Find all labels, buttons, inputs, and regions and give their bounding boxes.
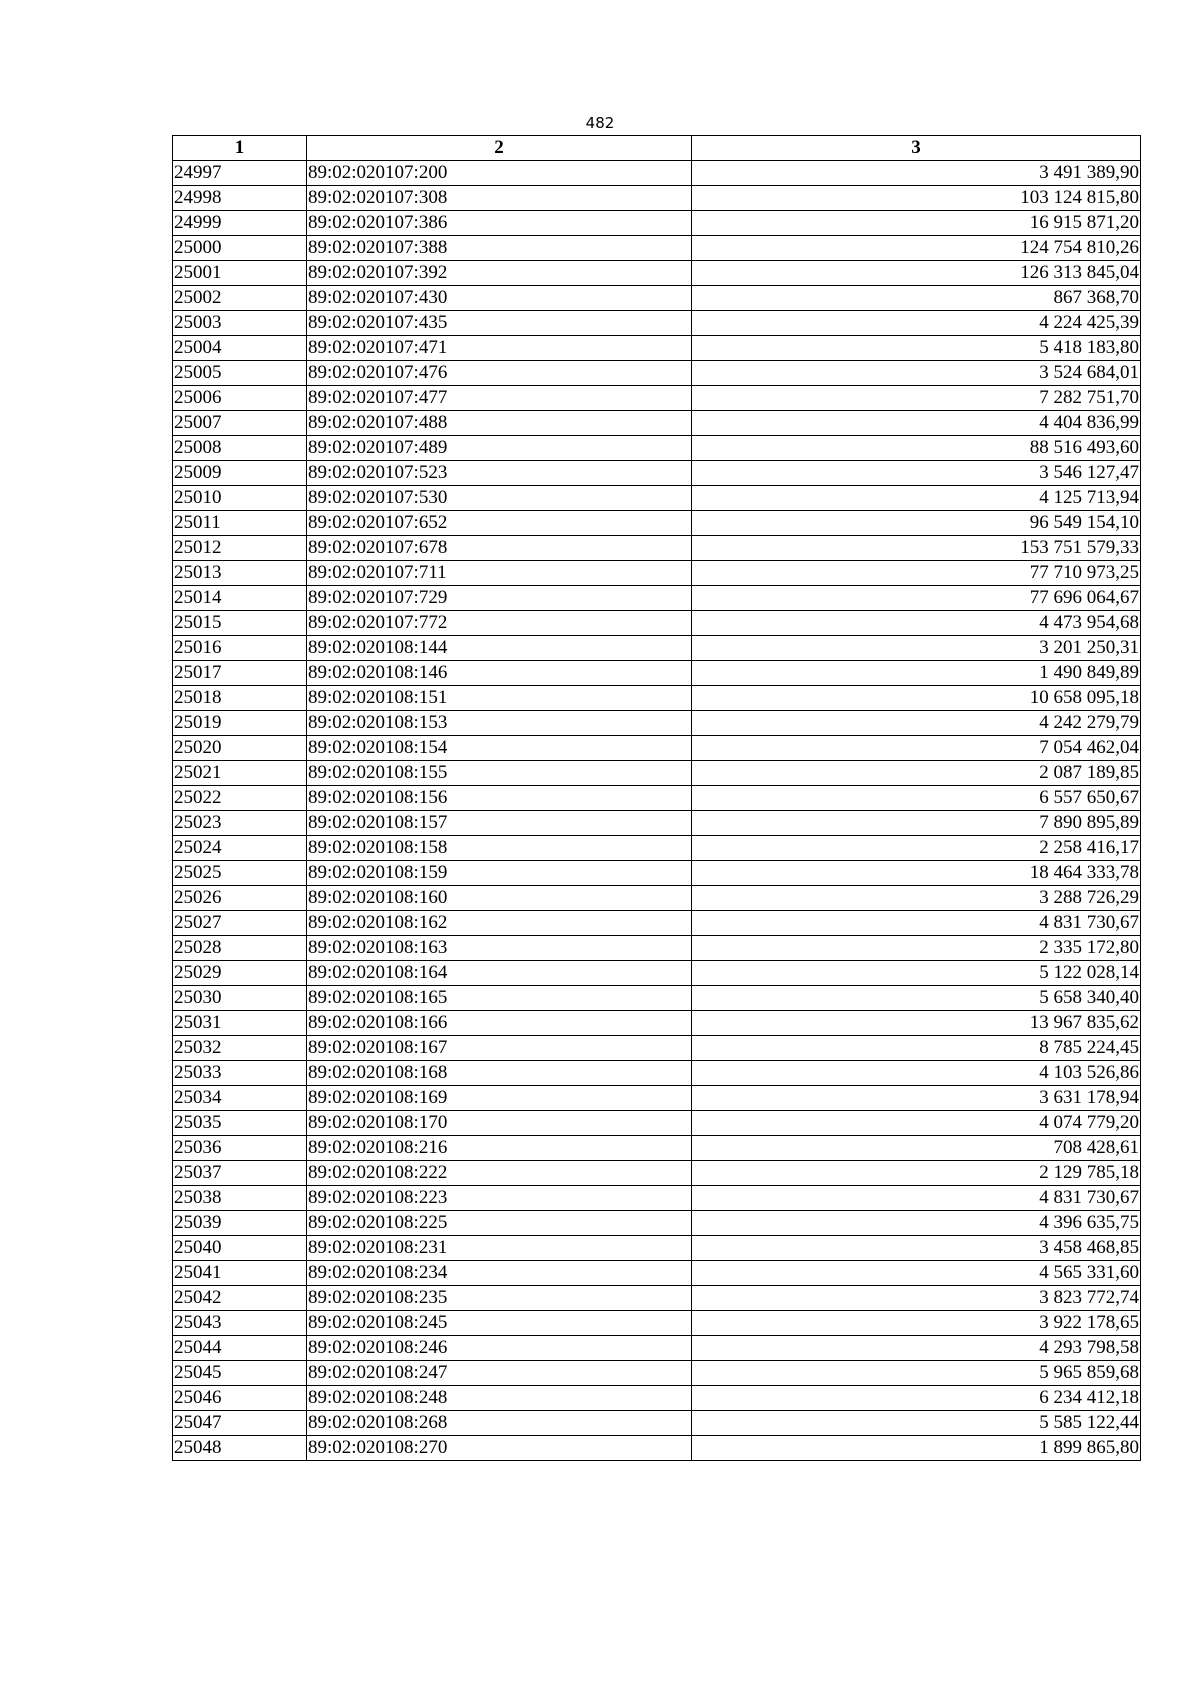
cadastral-number: 89:02:020108:165 <box>307 986 692 1011</box>
table-row <box>173 886 1141 911</box>
row-number: 25040 <box>173 1236 307 1261</box>
cadastral-number: 89:02:020108:248 <box>307 1386 692 1411</box>
cadastral-value: 5 585 122,44 <box>692 1411 1141 1436</box>
cadastral-number: 89:02:020108:154 <box>307 736 692 761</box>
row-number: 25001 <box>173 261 307 286</box>
cadastral-number: 89:02:020107:678 <box>307 536 692 561</box>
table-row <box>173 1361 1141 1386</box>
row-number: 25044 <box>173 1336 307 1361</box>
cadastral-number: 89:02:020107:652 <box>307 511 692 536</box>
table-row <box>173 461 1141 486</box>
cadastral-number: 89:02:020107:430 <box>307 286 692 311</box>
table-row <box>173 311 1141 336</box>
cadastral-number: 89:02:020108:144 <box>307 636 692 661</box>
row-number: 25047 <box>173 1411 307 1436</box>
table-row <box>173 236 1141 261</box>
page-number: 482 <box>585 114 615 132</box>
cadastral-value: 5 122 028,14 <box>692 961 1141 986</box>
cadastral-number: 89:02:020107:476 <box>307 361 692 386</box>
cadastral-value: 3 546 127,47 <box>692 461 1141 486</box>
cadastral-number: 89:02:020108:163 <box>307 936 692 961</box>
cadastral-number: 89:02:020108:146 <box>307 661 692 686</box>
table-row <box>173 636 1141 661</box>
row-number: 25016 <box>173 636 307 661</box>
cadastral-value: 77 710 973,25 <box>692 561 1141 586</box>
row-number: 25009 <box>173 461 307 486</box>
cadastral-number: 89:02:020107:530 <box>307 486 692 511</box>
table-row <box>173 1036 1141 1061</box>
row-number: 25032 <box>173 1036 307 1061</box>
cadastral-value: 2 258 416,17 <box>692 836 1141 861</box>
table-row <box>173 1011 1141 1036</box>
cadastral-number: 89:02:020107:477 <box>307 386 692 411</box>
table-row <box>173 936 1141 961</box>
row-number: 25003 <box>173 311 307 336</box>
cadastral-value: 4 396 635,75 <box>692 1211 1141 1236</box>
row-number: 25022 <box>173 786 307 811</box>
row-number: 25011 <box>173 511 307 536</box>
row-number: 25025 <box>173 861 307 886</box>
table-row <box>173 1186 1141 1211</box>
row-number: 25046 <box>173 1386 307 1411</box>
table-row <box>173 1436 1141 1461</box>
cadastral-number: 89:02:020108:235 <box>307 1286 692 1311</box>
table-row <box>173 911 1141 936</box>
row-number: 24997 <box>173 161 307 186</box>
table-row <box>173 361 1141 386</box>
row-number: 25018 <box>173 686 307 711</box>
cadastral-value: 6 557 650,67 <box>692 786 1141 811</box>
cadastral-value: 8 785 224,45 <box>692 1036 1141 1061</box>
cadastral-number: 89:02:020108:245 <box>307 1311 692 1336</box>
cadastral-value: 126 313 845,04 <box>692 261 1141 286</box>
cadastral-value: 77 696 064,67 <box>692 586 1141 611</box>
row-number: 25043 <box>173 1311 307 1336</box>
cadastral-number: 89:02:020107:386 <box>307 211 692 236</box>
row-number: 25035 <box>173 1111 307 1136</box>
cadastral-value: 124 754 810,26 <box>692 236 1141 261</box>
table-row <box>173 186 1141 211</box>
table-row <box>173 1336 1141 1361</box>
row-number: 25013 <box>173 561 307 586</box>
cadastral-value: 2 087 189,85 <box>692 761 1141 786</box>
cadastral-value: 3 823 772,74 <box>692 1286 1141 1311</box>
table-row <box>173 386 1141 411</box>
cadastral-number: 89:02:020108:246 <box>307 1336 692 1361</box>
cadastral-value: 7 890 895,89 <box>692 811 1141 836</box>
table-row <box>173 261 1141 286</box>
cadastral-value: 5 418 183,80 <box>692 336 1141 361</box>
cadastral-value: 1 899 865,80 <box>692 1436 1141 1461</box>
row-number: 24999 <box>173 211 307 236</box>
row-number: 25039 <box>173 1211 307 1236</box>
table-row <box>173 1411 1141 1436</box>
row-number: 25045 <box>173 1361 307 1386</box>
table-row <box>173 686 1141 711</box>
cadastral-number: 89:02:020107:200 <box>307 161 692 186</box>
cadastral-number: 89:02:020107:489 <box>307 436 692 461</box>
row-number: 25042 <box>173 1286 307 1311</box>
table-row <box>173 1086 1141 1111</box>
row-number: 25033 <box>173 1061 307 1086</box>
row-number: 25038 <box>173 1186 307 1211</box>
table-row <box>173 1061 1141 1086</box>
cadastral-value: 13 967 835,62 <box>692 1011 1141 1036</box>
cadastral-number: 89:02:020108:164 <box>307 961 692 986</box>
table-row <box>173 611 1141 636</box>
cadastral-number: 89:02:020108:222 <box>307 1161 692 1186</box>
cadastral-value: 10 658 095,18 <box>692 686 1141 711</box>
column-header-1: 1 <box>173 136 307 161</box>
cadastral-value: 153 751 579,33 <box>692 536 1141 561</box>
cadastral-number: 89:02:020107:523 <box>307 461 692 486</box>
table-row <box>173 786 1141 811</box>
cadastral-number: 89:02:020108:270 <box>307 1436 692 1461</box>
cadastral-value: 1 490 849,89 <box>692 661 1141 686</box>
row-number: 25031 <box>173 1011 307 1036</box>
cadastral-number: 89:02:020107:308 <box>307 186 692 211</box>
cadastral-value: 4 565 331,60 <box>692 1261 1141 1286</box>
cadastral-value: 103 124 815,80 <box>692 186 1141 211</box>
cadastral-number: 89:02:020107:729 <box>307 586 692 611</box>
table-row <box>173 1286 1141 1311</box>
row-number: 25021 <box>173 761 307 786</box>
cadastral-number: 89:02:020108:168 <box>307 1061 692 1086</box>
cadastral-number: 89:02:020108:160 <box>307 886 692 911</box>
cadastral-number: 89:02:020108:158 <box>307 836 692 861</box>
cadastral-value: 3 201 250,31 <box>692 636 1141 661</box>
cadastral-number: 89:02:020107:388 <box>307 236 692 261</box>
table-row <box>173 661 1141 686</box>
cadastral-value: 3 922 178,65 <box>692 1311 1141 1336</box>
row-number: 25002 <box>173 286 307 311</box>
cadastral-value: 96 549 154,10 <box>692 511 1141 536</box>
cadastral-value: 7 054 462,04 <box>692 736 1141 761</box>
cadastral-value: 18 464 333,78 <box>692 861 1141 886</box>
table-row <box>173 1311 1141 1336</box>
row-number: 25014 <box>173 586 307 611</box>
table-body <box>173 161 1141 1461</box>
row-number: 25026 <box>173 886 307 911</box>
cadastral-value: 4 831 730,67 <box>692 1186 1141 1211</box>
cadastral-number: 89:02:020108:231 <box>307 1236 692 1261</box>
row-number: 25048 <box>173 1436 307 1461</box>
table-row <box>173 1236 1141 1261</box>
table-row <box>173 836 1141 861</box>
cadastral-value: 2 129 785,18 <box>692 1161 1141 1186</box>
table-row <box>173 986 1141 1011</box>
row-number: 25037 <box>173 1161 307 1186</box>
cadastral-number: 89:02:020107:772 <box>307 611 692 636</box>
cadastral-value: 4 125 713,94 <box>692 486 1141 511</box>
cadastral-number: 89:02:020108:166 <box>307 1011 692 1036</box>
cadastral-value: 7 282 751,70 <box>692 386 1141 411</box>
cadastral-value: 5 658 340,40 <box>692 986 1141 1011</box>
header-row <box>173 136 1141 161</box>
cadastral-value: 4 473 954,68 <box>692 611 1141 636</box>
row-number: 25017 <box>173 661 307 686</box>
cadastral-value: 6 234 412,18 <box>692 1386 1141 1411</box>
table-header <box>173 136 1141 161</box>
cadastral-value: 3 288 726,29 <box>692 886 1141 911</box>
cadastral-value: 16 915 871,20 <box>692 211 1141 236</box>
cadastral-value: 4 831 730,67 <box>692 911 1141 936</box>
cadastral-value-table <box>172 135 1141 1461</box>
cadastral-value: 4 293 798,58 <box>692 1336 1141 1361</box>
cadastral-value: 867 368,70 <box>692 286 1141 311</box>
cadastral-number: 89:02:020107:435 <box>307 311 692 336</box>
table-row <box>173 711 1141 736</box>
cadastral-number: 89:02:020108:169 <box>307 1086 692 1111</box>
table-row <box>173 286 1141 311</box>
row-number: 25036 <box>173 1136 307 1161</box>
table-row <box>173 211 1141 236</box>
row-number: 25029 <box>173 961 307 986</box>
table-row <box>173 761 1141 786</box>
table-row <box>173 1161 1141 1186</box>
cadastral-number: 89:02:020107:488 <box>307 411 692 436</box>
table-row <box>173 511 1141 536</box>
cadastral-number: 89:02:020108:268 <box>307 1411 692 1436</box>
table-row <box>173 1261 1141 1286</box>
row-number: 25008 <box>173 436 307 461</box>
row-number: 25005 <box>173 361 307 386</box>
row-number: 25041 <box>173 1261 307 1286</box>
cadastral-value: 3 491 389,90 <box>692 161 1141 186</box>
row-number: 25023 <box>173 811 307 836</box>
table-row <box>173 861 1141 886</box>
table-row <box>173 811 1141 836</box>
row-number: 25012 <box>173 536 307 561</box>
table-row <box>173 411 1141 436</box>
cadastral-number: 89:02:020107:392 <box>307 261 692 286</box>
table-row <box>173 961 1141 986</box>
cadastral-number: 89:02:020108:155 <box>307 761 692 786</box>
cadastral-value: 2 335 172,80 <box>692 936 1141 961</box>
cadastral-value: 3 458 468,85 <box>692 1236 1141 1261</box>
cadastral-value: 88 516 493,60 <box>692 436 1141 461</box>
cadastral-number: 89:02:020108:234 <box>307 1261 692 1286</box>
cadastral-value: 4 103 526,86 <box>692 1061 1141 1086</box>
table-row <box>173 486 1141 511</box>
cadastral-value: 4 242 279,79 <box>692 711 1141 736</box>
table-row <box>173 1136 1141 1161</box>
column-header-2: 2 <box>307 136 692 161</box>
row-number: 25004 <box>173 336 307 361</box>
cadastral-number: 89:02:020108:167 <box>307 1036 692 1061</box>
column-header-3: 3 <box>692 136 1141 161</box>
table-row <box>173 436 1141 461</box>
table-row <box>173 161 1141 186</box>
row-number: 25020 <box>173 736 307 761</box>
table-row <box>173 1386 1141 1411</box>
row-number: 25019 <box>173 711 307 736</box>
cadastral-number: 89:02:020108:157 <box>307 811 692 836</box>
row-number: 25028 <box>173 936 307 961</box>
cadastral-number: 89:02:020108:170 <box>307 1111 692 1136</box>
cadastral-number: 89:02:020108:225 <box>307 1211 692 1236</box>
cadastral-value: 708 428,61 <box>692 1136 1141 1161</box>
cadastral-value: 4 404 836,99 <box>692 411 1141 436</box>
table-row <box>173 536 1141 561</box>
cadastral-number: 89:02:020108:156 <box>307 786 692 811</box>
cadastral-value: 3 631 178,94 <box>692 1086 1141 1111</box>
cadastral-number: 89:02:020108:162 <box>307 911 692 936</box>
row-number: 25030 <box>173 986 307 1011</box>
cadastral-value: 4 074 779,20 <box>692 1111 1141 1136</box>
table-row <box>173 336 1141 361</box>
cadastral-number: 89:02:020108:151 <box>307 686 692 711</box>
row-number: 25027 <box>173 911 307 936</box>
cadastral-number: 89:02:020108:223 <box>307 1186 692 1211</box>
cadastral-number: 89:02:020108:216 <box>307 1136 692 1161</box>
row-number: 25010 <box>173 486 307 511</box>
cadastral-value: 5 965 859,68 <box>692 1361 1141 1386</box>
cadastral-number: 89:02:020108:159 <box>307 861 692 886</box>
cadastral-number: 89:02:020107:711 <box>307 561 692 586</box>
cadastral-number: 89:02:020108:247 <box>307 1361 692 1386</box>
row-number: 25015 <box>173 611 307 636</box>
table-row <box>173 586 1141 611</box>
row-number: 25000 <box>173 236 307 261</box>
table-row <box>173 561 1141 586</box>
cadastral-value: 4 224 425,39 <box>692 311 1141 336</box>
cadastral-number: 89:02:020107:471 <box>307 336 692 361</box>
cadastral-value: 3 524 684,01 <box>692 361 1141 386</box>
row-number: 25024 <box>173 836 307 861</box>
row-number: 25006 <box>173 386 307 411</box>
cadastral-number: 89:02:020108:153 <box>307 711 692 736</box>
row-number: 24998 <box>173 186 307 211</box>
row-number: 25034 <box>173 1086 307 1111</box>
table-row <box>173 736 1141 761</box>
table-row <box>173 1111 1141 1136</box>
row-number: 25007 <box>173 411 307 436</box>
table-row <box>173 1211 1141 1236</box>
